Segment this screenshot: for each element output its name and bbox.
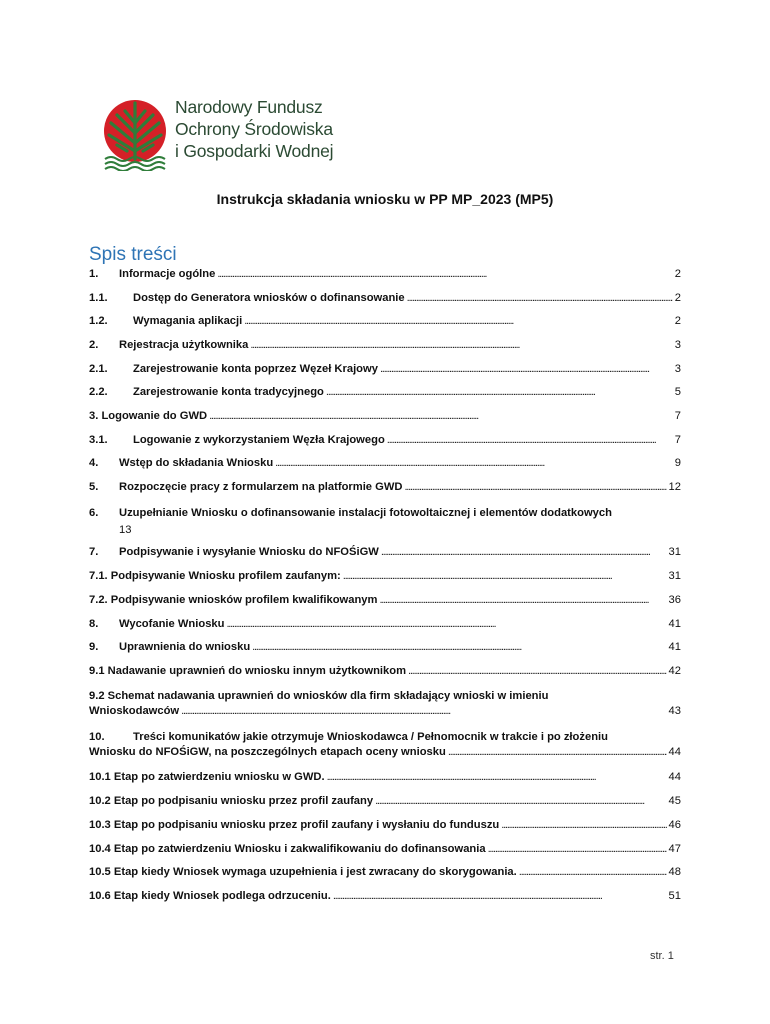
toc-entry-4[interactable] xyxy=(89,457,681,474)
toc-label-continued: Wniosku do NFOŚiGW, na poszczególnych etapach oceny wniosku xyxy=(89,746,446,758)
toc-entry-7-2[interactable] xyxy=(89,594,681,611)
toc-leader xyxy=(244,315,673,327)
toc-leader xyxy=(333,890,667,902)
toc-entry-10-4[interactable] xyxy=(89,843,681,860)
toc-entry-9-1[interactable] xyxy=(89,665,681,682)
toc-leader xyxy=(327,771,667,783)
toc-entry-7-1[interactable] xyxy=(89,570,681,587)
toc-label: 9.2 Schemat nadawania uprawnień do wniosków dla firm składający wnioski w imieniu xyxy=(89,690,549,702)
toc-page: 9 xyxy=(674,457,681,469)
toc-page: 2 xyxy=(674,315,681,327)
toc-label-continued: Wnioskodawców xyxy=(89,705,180,717)
toc-page: 31 xyxy=(668,546,681,558)
toc-page: 44 xyxy=(668,746,681,758)
toc-entry-10-2[interactable] xyxy=(89,795,681,812)
document-title: Instrukcja składania wniosku w PP MP_2023 (MP5) xyxy=(216,191,554,207)
toc-entry-2[interactable] xyxy=(89,339,681,356)
toc-leader xyxy=(381,546,667,558)
toc-page: 47 xyxy=(668,843,681,855)
toc-label: 9.1 Nadawanie uprawnień do wniosku innym użytkownikom xyxy=(89,665,407,677)
toc-number: 1. xyxy=(89,268,99,280)
toc-page: 51 xyxy=(668,890,681,902)
toc-leader xyxy=(226,618,666,630)
toc-label: Wstęp do składania Wniosku xyxy=(119,457,274,469)
logo-line-2: Ochrony Środowiska xyxy=(175,119,333,139)
toc-entry-7[interactable] xyxy=(89,546,681,563)
toc-entry-10-3[interactable] xyxy=(89,819,681,836)
logo-emblem-icon xyxy=(103,93,175,171)
toc-number: 7. xyxy=(89,546,99,558)
toc-entry-8[interactable] xyxy=(89,618,681,635)
toc-label: Rozpoczęcie pracy z formularzem na platformie GWD xyxy=(119,481,403,493)
toc-label: Uprawnienia do wniosku xyxy=(119,641,251,653)
toc-label: 3. Logowanie do GWD xyxy=(89,410,208,422)
toc-page: 2 xyxy=(674,268,681,280)
logo-line-3: i Gospodarki Wodnej xyxy=(175,141,334,161)
toc-entry-10-1[interactable] xyxy=(89,771,681,788)
toc-leader xyxy=(250,339,672,351)
toc-leader xyxy=(488,843,667,855)
toc-entry-2-1[interactable] xyxy=(89,363,681,380)
toc-leader xyxy=(387,434,673,446)
logo-text xyxy=(175,96,333,162)
toc-leader xyxy=(343,570,667,582)
toc-leader xyxy=(252,641,666,653)
toc-number: 1.2. xyxy=(89,315,108,327)
toc-leader xyxy=(448,746,667,758)
toc-page: 13 xyxy=(119,524,132,536)
toc-number: 10. xyxy=(89,731,105,743)
toc-label: Wymagania aplikacji xyxy=(133,315,243,327)
toc-label: Treści komunikatów jakie otrzymuje Wnioskodawca / Pełnomocnik w trakcie i po złożeniu xyxy=(133,731,608,743)
toc-label: 10.4 Etap po zatwierdzeniu Wniosku i zakwalifikowaniu do dofinansowania xyxy=(89,843,486,855)
toc-page: 45 xyxy=(668,795,681,807)
page-number: str. 1 xyxy=(650,950,674,962)
toc-label: 7.1. Podpisywanie Wniosku profilem zaufanym: xyxy=(89,570,341,582)
toc-entry-1-1[interactable] xyxy=(89,292,681,309)
toc-number: 2.2. xyxy=(89,386,108,398)
toc-entry-1-2[interactable] xyxy=(89,315,681,332)
toc-page: 43 xyxy=(668,705,681,717)
toc-leader xyxy=(275,457,673,469)
toc-label: Wycofanie Wniosku xyxy=(119,618,225,630)
toc-page: 31 xyxy=(668,570,681,582)
toc-entry-1[interactable] xyxy=(89,268,681,285)
logo-line-1: Narodowy Fundusz xyxy=(175,97,323,117)
toc-number: 2.1. xyxy=(89,363,108,375)
toc-label: Zarejestrowanie konta poprzez Węzeł Krajowy xyxy=(133,363,378,375)
toc-page: 3 xyxy=(674,363,681,375)
toc-number: 2. xyxy=(89,339,99,351)
toc-entry-10-6[interactable] xyxy=(89,890,681,907)
toc-leader xyxy=(375,795,666,807)
toc-entry-9-2[interactable] xyxy=(89,688,681,722)
toc-leader xyxy=(209,410,673,422)
toc-number: 5. xyxy=(89,481,99,493)
toc-entry-6[interactable] xyxy=(89,505,681,539)
toc-label: 10.5 Etap kiedy Wniosek wymaga uzupełnienia i jest zwracany do skorygowania. xyxy=(89,866,517,878)
toc-label: 10.6 Etap kiedy Wniosek podlega odrzuceniu. xyxy=(89,890,331,902)
toc-page: 36 xyxy=(668,594,681,606)
toc-entry-2-2[interactable] xyxy=(89,386,681,403)
toc-label: Uzupełnianie Wniosku o dofinansowanie instalacji fotowoltaicznej i elementów dodatkowych xyxy=(119,507,612,519)
toc-entry-10-5[interactable] xyxy=(89,866,681,883)
toc-number: 1.1. xyxy=(89,292,108,304)
toc-entry-5[interactable] xyxy=(89,481,681,498)
toc-leader xyxy=(408,665,667,677)
toc-page: 42 xyxy=(668,665,681,677)
toc-page: 7 xyxy=(674,410,681,422)
toc-leader xyxy=(217,268,672,280)
toc-entry-9[interactable] xyxy=(89,641,681,658)
toc-leader xyxy=(380,363,673,375)
toc-page: 41 xyxy=(668,641,681,653)
toc-entry-10[interactable] xyxy=(89,729,681,763)
toc-label: 10.1 Etap po zatwierdzeniu wniosku w GWD. xyxy=(89,771,325,783)
toc-page: 48 xyxy=(668,866,681,878)
toc-entry-3-1[interactable] xyxy=(89,434,681,451)
toc-label: 7.2. Podpisywanie wniosków profilem kwalifikowanym xyxy=(89,594,378,606)
nfosigw-logo xyxy=(103,93,335,171)
toc-page: 44 xyxy=(668,771,681,783)
toc-heading: Spis treści xyxy=(89,244,177,265)
toc-leader xyxy=(181,705,666,717)
toc-leader xyxy=(501,819,666,831)
toc-page: 41 xyxy=(668,618,681,630)
toc-number: 6. xyxy=(89,507,99,519)
toc-number: 4. xyxy=(89,457,99,469)
toc-label: Zarejestrowanie konta tradycyjnego xyxy=(133,386,324,398)
toc-label: 10.3 Etap po podpisaniu wniosku przez profil zaufany i wysłaniu do funduszu xyxy=(89,819,500,831)
toc-page: 5 xyxy=(674,386,681,398)
toc-leader xyxy=(404,481,666,493)
toc-label: Podpisywanie i wysyłanie Wniosku do NFOŚiGW xyxy=(119,546,379,558)
toc-entry-3[interactable] xyxy=(89,410,681,427)
toc-number: 9. xyxy=(89,641,99,653)
toc-number: 8. xyxy=(89,618,99,630)
toc-page: 46 xyxy=(668,819,681,831)
toc-label: 10.2 Etap po podpisaniu wniosku przez profil zaufany xyxy=(89,795,374,807)
toc-number: 3.1. xyxy=(89,434,108,446)
toc-page: 7 xyxy=(674,434,681,446)
toc-label: Logowanie z wykorzystaniem Węzła Krajowego xyxy=(133,434,385,446)
toc-page: 2 xyxy=(674,292,681,304)
toc-page: 12 xyxy=(668,481,681,493)
toc-leader xyxy=(326,386,673,398)
toc-leader xyxy=(407,292,673,304)
toc-page: 3 xyxy=(674,339,681,351)
toc-label: Informacje ogólne xyxy=(119,268,216,280)
toc-label: Rejestracja użytkownika xyxy=(119,339,249,351)
toc-label: Dostęp do Generatora wniosków o dofinansowanie xyxy=(133,292,405,304)
toc-leader xyxy=(379,594,666,606)
toc-leader xyxy=(519,866,667,878)
